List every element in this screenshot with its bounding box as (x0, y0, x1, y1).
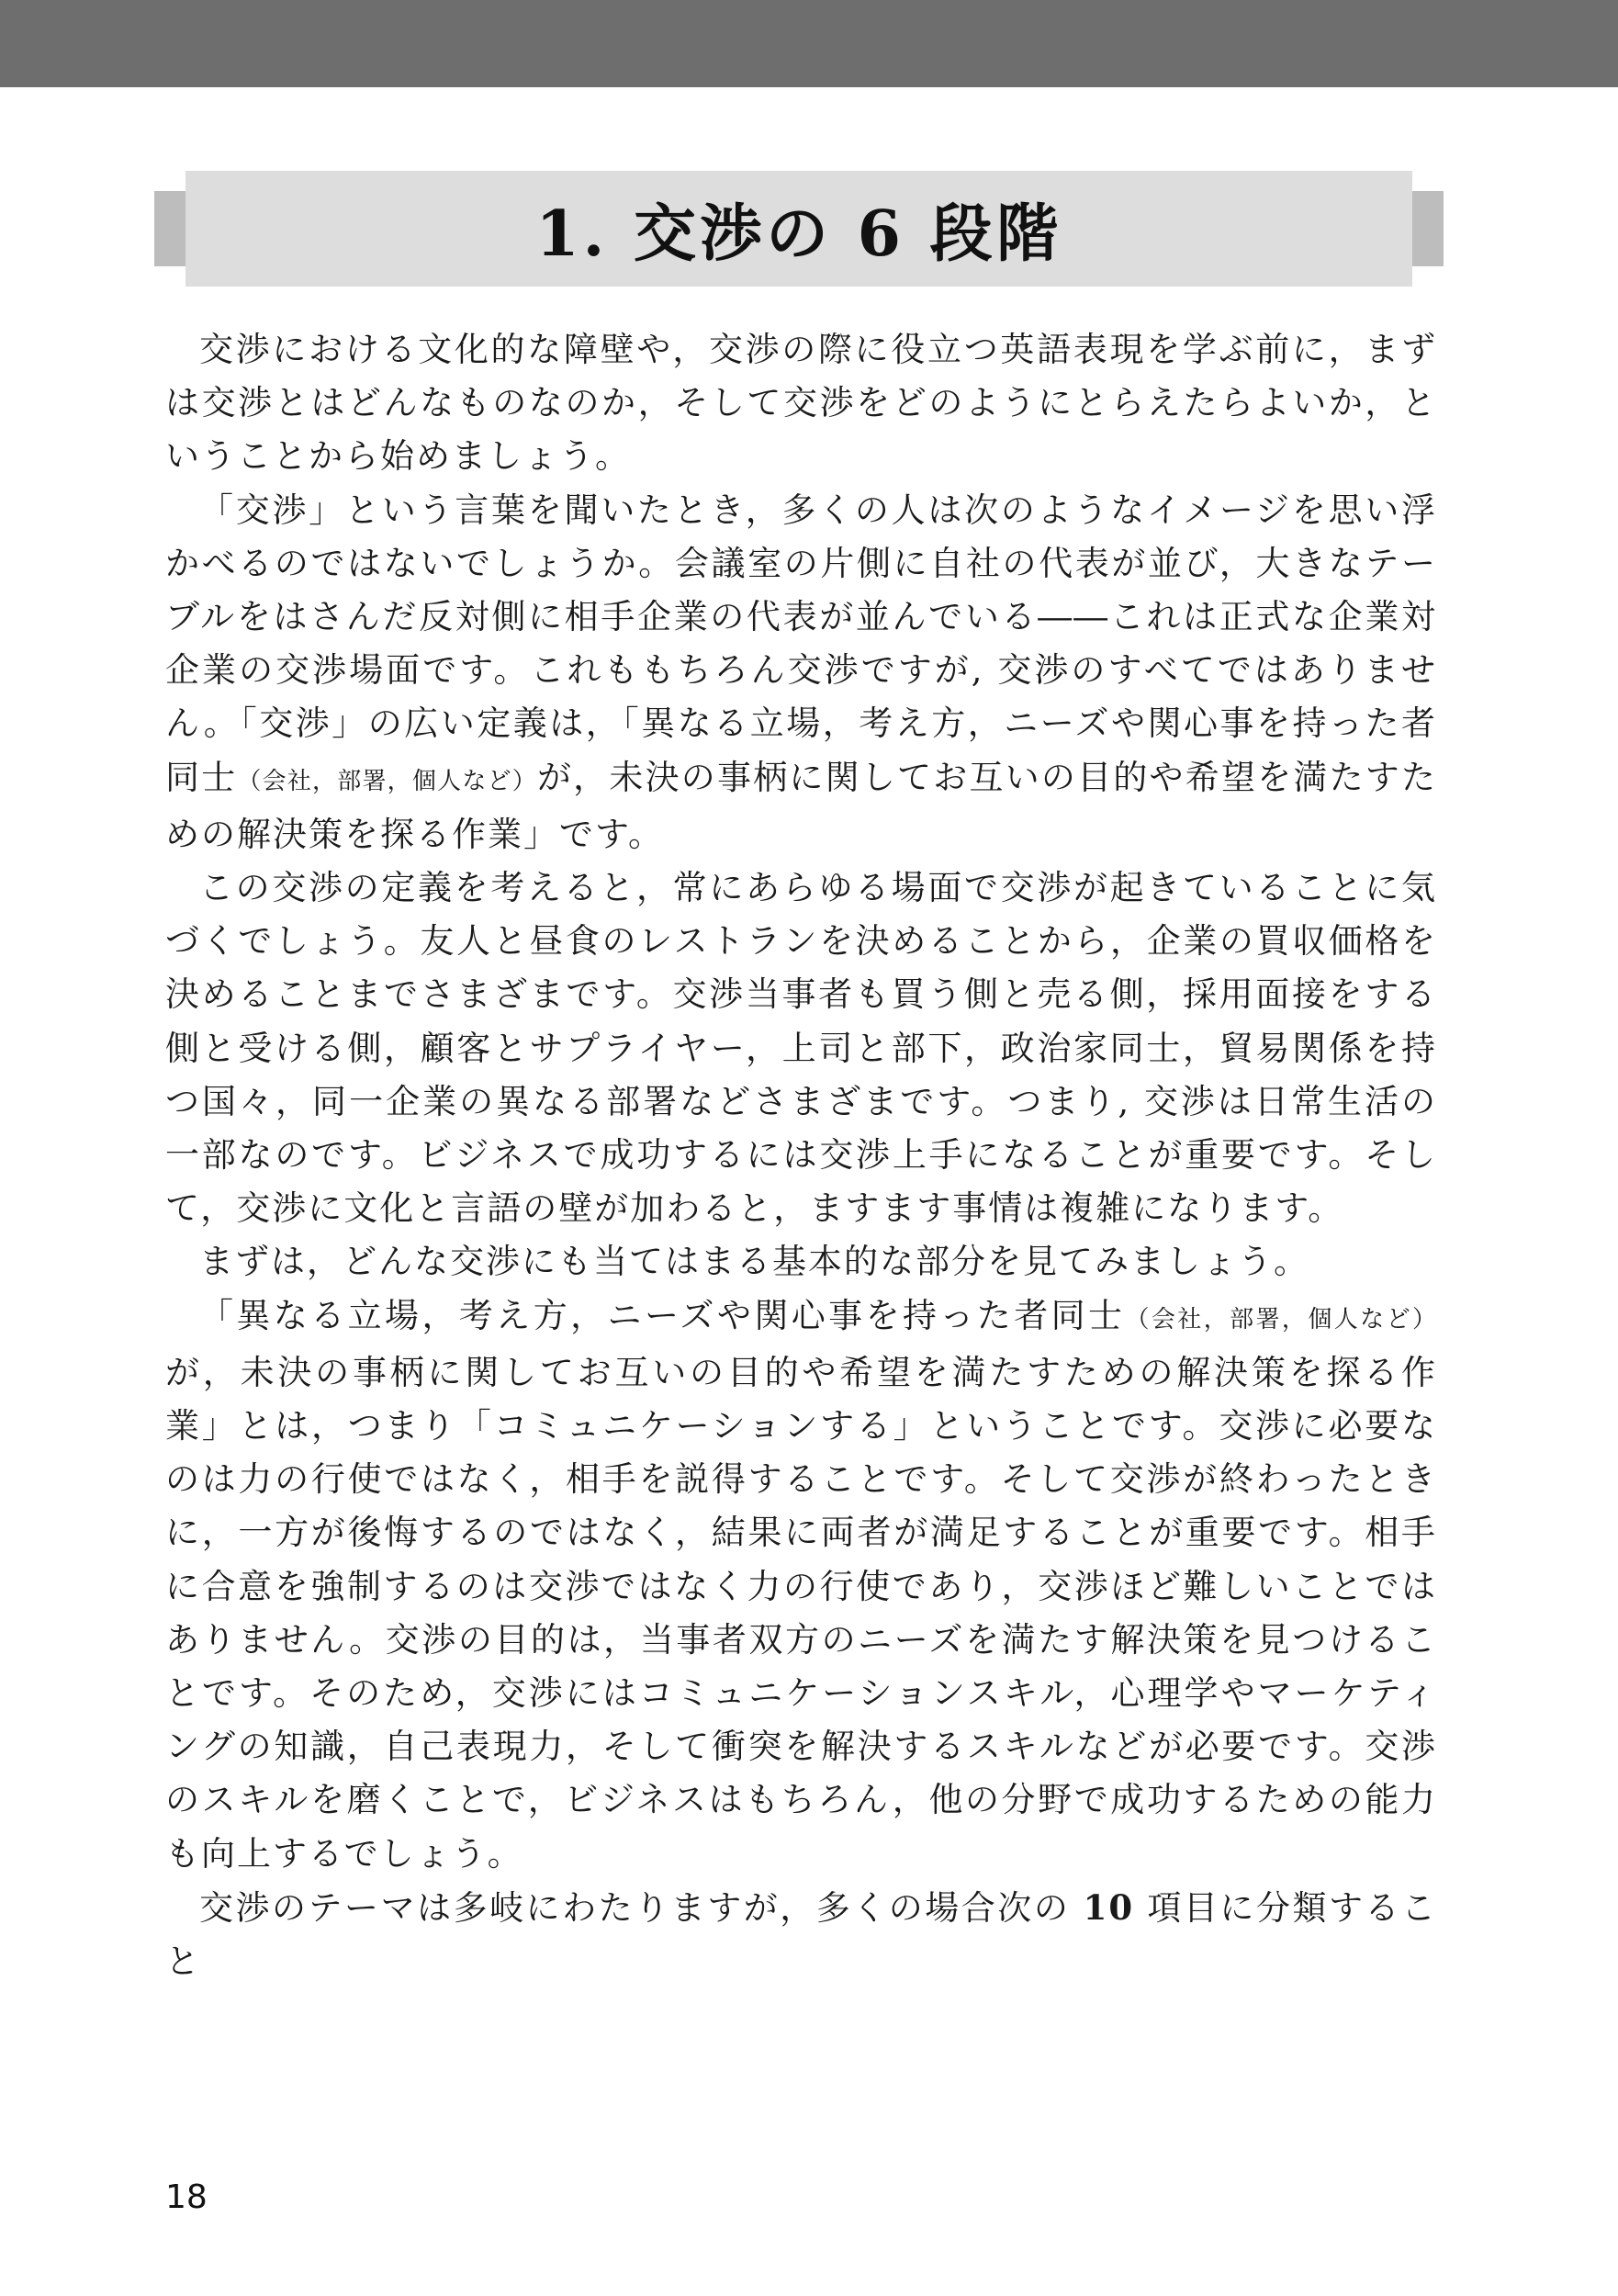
section-title-banner (154, 191, 1444, 271)
paragraph-5-part-2: が，未決の事柄に関してお互いの目的や希望を満たすための解決策を探る作業」とは，つまり「コミュニケーションする」ということです。交渉に必要なのは力の行使ではなく，相手を説得することです。そして交渉が終わったときに，一方が後悔するのではなく，結果に両者が満足することが重要です。相手に合意を強制するのは交渉ではなく力の行使であり，交渉ほど難しいことではありません。交渉の目的は，当事者双方のニーズを満たす解決策を見つけることです。そのため，交渉にはコミュニケーションスキル，心理学やマーケティングの知識，自己表現力，そして衝突を解決するスキルなどが必要です。交渉のスキルを磨くことで，ビジネスはもちろん，他の分野で成功するための能力も向上するでしょう。 (165, 1352, 1437, 1874)
paragraph-2 (165, 484, 1437, 861)
section-title: 1. 交渉の 6 段階 (535, 197, 1062, 271)
page-number: 18 (165, 2178, 208, 2216)
top-header-band (0, 0, 1618, 87)
paragraph-6-number: 10 (1083, 1886, 1135, 1928)
paragraph-6-part-2: 項目に分類すること (165, 1887, 1437, 1982)
paragraph-6-part-1: 交渉のテーマは多岐にわたりますが，多くの場合次の (199, 1887, 1084, 1928)
paragraph-2-part-2: が，未決の事柄に関してお互いの目的や希望を満たすための解決策を探る作業」です。 (165, 757, 1437, 854)
paragraph-4: まずは，どんな交渉にも当てはまる基本的な部分を見てみましょう。 (199, 1242, 1309, 1282)
paragraph-5 (165, 1289, 1437, 1881)
paragraph-2-note: （会社，部署，個人など） (237, 767, 537, 795)
section-title-box (185, 171, 1412, 287)
paragraph-3: この交渉の定義を考えると，常にあらゆる場面で交渉が起きていることに気づくでしょう。友人と昼食のレストランを決めることから，企業の買収価格を決めることまでさまざまです。交渉当事者も買う側と売る側，採用面接をする側と受ける側，顧客とサプライヤー，上司と部下，政治家同士，貿易関係を持つ国々，同一企業の異なる部署などさまざまです。つまり, 交渉は日常生活の一部なのです。ビジネスで成功するには交渉上手になることが重要です。そして，交渉に文化と言語の壁が加わると，ますます事情は複雑になります。 (165, 868, 1437, 1229)
paragraph-5-note: （会社，部署，個人など） (1125, 1305, 1437, 1334)
paragraph-5-part-1: 「異なる立場，考え方，ニーズや関心事を持った者同士 (199, 1295, 1126, 1335)
title-right-tab (1412, 191, 1444, 266)
title-left-tab (154, 191, 185, 266)
paragraph-1: 交渉における文化的な障壁や，交渉の際に役立つ英語表現を学ぶ前に，まずは交渉とはどんなものなのか，そして交渉をどのようにとらえたらよいか，ということから始めましょう。 (165, 330, 1437, 477)
paragraph-2-part-1: 「交渉」という言葉を聞いたとき，多くの人は次のようなイメージを思い浮かべるのではないでしょうか。会議室の片側に自社の代表が並び，大きなテーブルをはさんだ反対側に相手企業の代表が並んでいる――これは正式な企業対企業の交渉場面です。これももちろん交渉ですが, 交渉のすべてではありません。「交渉」の広い定義は，「異なる立場，考え方，ニーズや関心事を持った者同士 (165, 490, 1437, 797)
body-text (165, 323, 1437, 1988)
paragraph-6 (165, 1881, 1437, 1988)
